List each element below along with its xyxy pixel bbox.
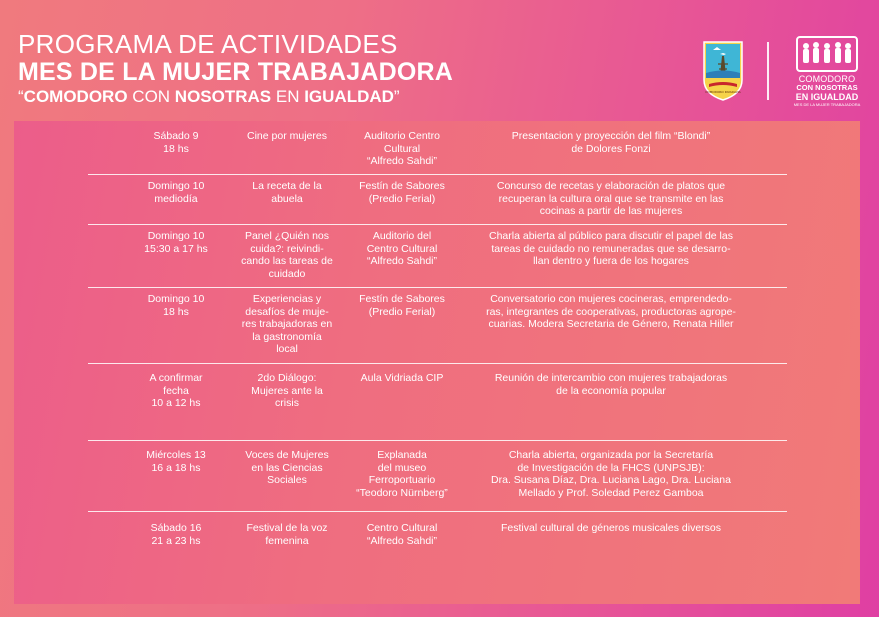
event-place (347, 180, 457, 205)
text-line: Domingo 10 (147, 230, 205, 242)
event-activity (229, 449, 345, 487)
event-date (126, 180, 226, 205)
event-description (466, 522, 756, 535)
text-line: Cine por mujeres (247, 130, 327, 142)
campaign-logo-line2: CON NOSOTRAS (796, 83, 858, 92)
slogan-word: EN (271, 87, 305, 106)
text-line: cuarias. Modera Secretaria de Género, Renata Hiller (488, 318, 734, 331)
text-line: de la economía popular (556, 384, 666, 397)
text-line: de Investigación de la FHCS (UNPSJB): (517, 461, 705, 474)
text-line: “Alfredo Sahdi” (366, 155, 438, 168)
text-line: Festín de Sabores (359, 293, 445, 305)
text-line: 18 hs (163, 305, 189, 318)
page-title-line1: PROGRAMA DE ACTIVIDADES (18, 29, 398, 59)
women-silhouettes-icon (796, 36, 858, 72)
row-divider (88, 174, 787, 175)
campaign-logo-line1: COMODORO (798, 74, 856, 84)
text-line: llan dentro y fuera de los hogares (533, 255, 689, 268)
campaign-logo-line3: EN IGUALDAD (795, 92, 859, 102)
text-line: desafíos de muje- (245, 305, 329, 318)
text-line: Explanada (377, 449, 427, 461)
text-line: cando las tareas de (241, 255, 333, 268)
text-line: (Predio Ferial) (368, 305, 436, 318)
text-line: 15:30 a 17 hs (144, 242, 208, 255)
text-line: la gastronomía (252, 330, 322, 343)
slogan-word: NOSOTRAS (174, 87, 272, 106)
event-activity (229, 293, 345, 356)
event-description (466, 130, 756, 155)
text-line: “Alfredo Sahdi” (366, 255, 438, 268)
row-divider (88, 287, 787, 288)
slogan-quote-close: ” (393, 87, 400, 106)
event-activity (229, 522, 345, 547)
slogan-word: COMODORO (23, 87, 128, 106)
text-line: 10 a 12 hs (151, 397, 201, 410)
text-line: 18 hs (163, 142, 189, 155)
event-description (466, 293, 756, 331)
event-description (466, 372, 756, 397)
campaign-logo (792, 36, 862, 107)
event-description (466, 230, 756, 268)
text-line: femenina (265, 534, 309, 547)
text-line: Reunión de intercambio con mujeres trabajadoras (494, 372, 728, 384)
event-date (126, 372, 226, 410)
slogan-word: IGUALDAD (304, 87, 394, 106)
text-line: cocinas a partir de las mujeres (539, 205, 683, 218)
event-activity (229, 372, 345, 410)
text-line: 2do Diálogo: (257, 372, 317, 384)
text-line: Sábado 9 (153, 130, 199, 142)
text-line: mediodía (154, 192, 198, 205)
row-divider (88, 224, 787, 225)
text-line: Sociales (267, 474, 307, 487)
text-line: Sábado 16 (150, 522, 202, 534)
text-line: “Teodoro Nürnberg” (356, 486, 448, 499)
schedule-table (14, 121, 860, 604)
event-description (466, 180, 756, 218)
text-line: Festival cultural de géneros musicales diversos (500, 522, 721, 534)
text-line: A confirmar (149, 372, 203, 384)
event-activity (229, 180, 345, 205)
event-date (126, 522, 226, 547)
text-line: res trabajadoras en (241, 318, 333, 331)
text-line: (Predio Ferial) (368, 192, 436, 205)
campaign-slogan (18, 86, 453, 108)
text-line: Ferroportuario (368, 474, 436, 487)
text-line: ras, integrantes de cooperativas, productoras agrope- (486, 305, 736, 318)
text-line: La receta de la (252, 180, 322, 192)
logo-divider (767, 42, 769, 100)
event-place (347, 522, 457, 547)
text-line: recuperan la cultura oral que se transmite en las (498, 192, 724, 205)
event-date (126, 293, 226, 318)
page-title-line2: MES DE LA MUJER TRABAJADORA (18, 58, 454, 86)
text-line: Experiencias y (252, 293, 322, 305)
text-line: Festín de Sabores (359, 180, 445, 192)
text-line: Domingo 10 (147, 293, 205, 305)
event-date (126, 449, 226, 474)
text-line: de Dolores Fonzi (571, 142, 651, 155)
event-date (126, 130, 226, 155)
text-line: Panel ¿Quién nos (244, 230, 330, 242)
row-divider (88, 511, 787, 512)
text-line: “Alfredo Sahdi” (366, 534, 438, 547)
text-line: Mujeres ante la (251, 384, 323, 397)
municipality-shield-logo (701, 40, 745, 102)
text-line: del museo (377, 461, 427, 474)
text-line: Centro Cultural (366, 242, 438, 255)
text-line: Charla abierta, organizada por la Secretaría (508, 449, 714, 461)
event-place (347, 130, 457, 168)
text-line: 16 a 18 hs (151, 461, 201, 474)
text-line: Mellado y Prof. Soledad Perez Gamboa (518, 486, 704, 499)
text-line: en las Ciencias (251, 461, 323, 474)
event-activity (229, 130, 345, 143)
text-line: fecha (163, 384, 189, 397)
text-line: Auditorio del (372, 230, 432, 242)
text-line: cuida?: reivindi- (250, 242, 324, 255)
event-place (347, 372, 457, 385)
row-divider (88, 363, 787, 364)
event-activity (229, 230, 345, 280)
text-line: Festival de la voz (246, 522, 328, 534)
text-line: Presentacion y proyección del film “Blondi” (511, 130, 711, 142)
slogan-word: CON (127, 87, 175, 106)
municipality-logo-text: COMODORO RIVADAVIA (705, 90, 741, 94)
page-header (18, 30, 453, 108)
text-line: Voces de Mujeres (245, 449, 329, 461)
text-line: Dra. Susana Díaz, Dra. Luciana Lago, Dra. Luciana (491, 474, 731, 487)
text-line: Auditorio Centro (364, 130, 440, 142)
text-line: Conversatorio con mujeres cocineras, emprendedo- (490, 293, 732, 305)
text-line: Centro Cultural (366, 522, 438, 534)
event-place (347, 293, 457, 318)
event-description (466, 449, 756, 499)
text-line: Miércoles 13 (146, 449, 206, 461)
text-line: cuidado (268, 267, 306, 280)
event-place (347, 449, 457, 499)
event-place (347, 230, 457, 268)
text-line: local (276, 343, 298, 356)
row-divider (88, 440, 787, 441)
event-date (126, 230, 226, 255)
text-line: tareas de cuidado no remuneradas que se desarro- (491, 242, 731, 255)
text-line: 21 a 23 hs (151, 534, 201, 547)
text-line: Domingo 10 (147, 180, 205, 192)
campaign-logo-line4: MES DE LA MUJER TRABAJADORA (793, 102, 861, 107)
text-line: crisis (275, 397, 299, 410)
slogan-quote-open: “ (18, 87, 24, 106)
text-line: Concurso de recetas y elaboración de platos que (496, 180, 726, 192)
text-line: Charla abierta al público para discutir el papel de las (489, 230, 733, 242)
text-line: Aula Vidriada CIP (360, 372, 444, 384)
text-line: Cultural (383, 142, 421, 155)
text-line: abuela (271, 192, 303, 205)
